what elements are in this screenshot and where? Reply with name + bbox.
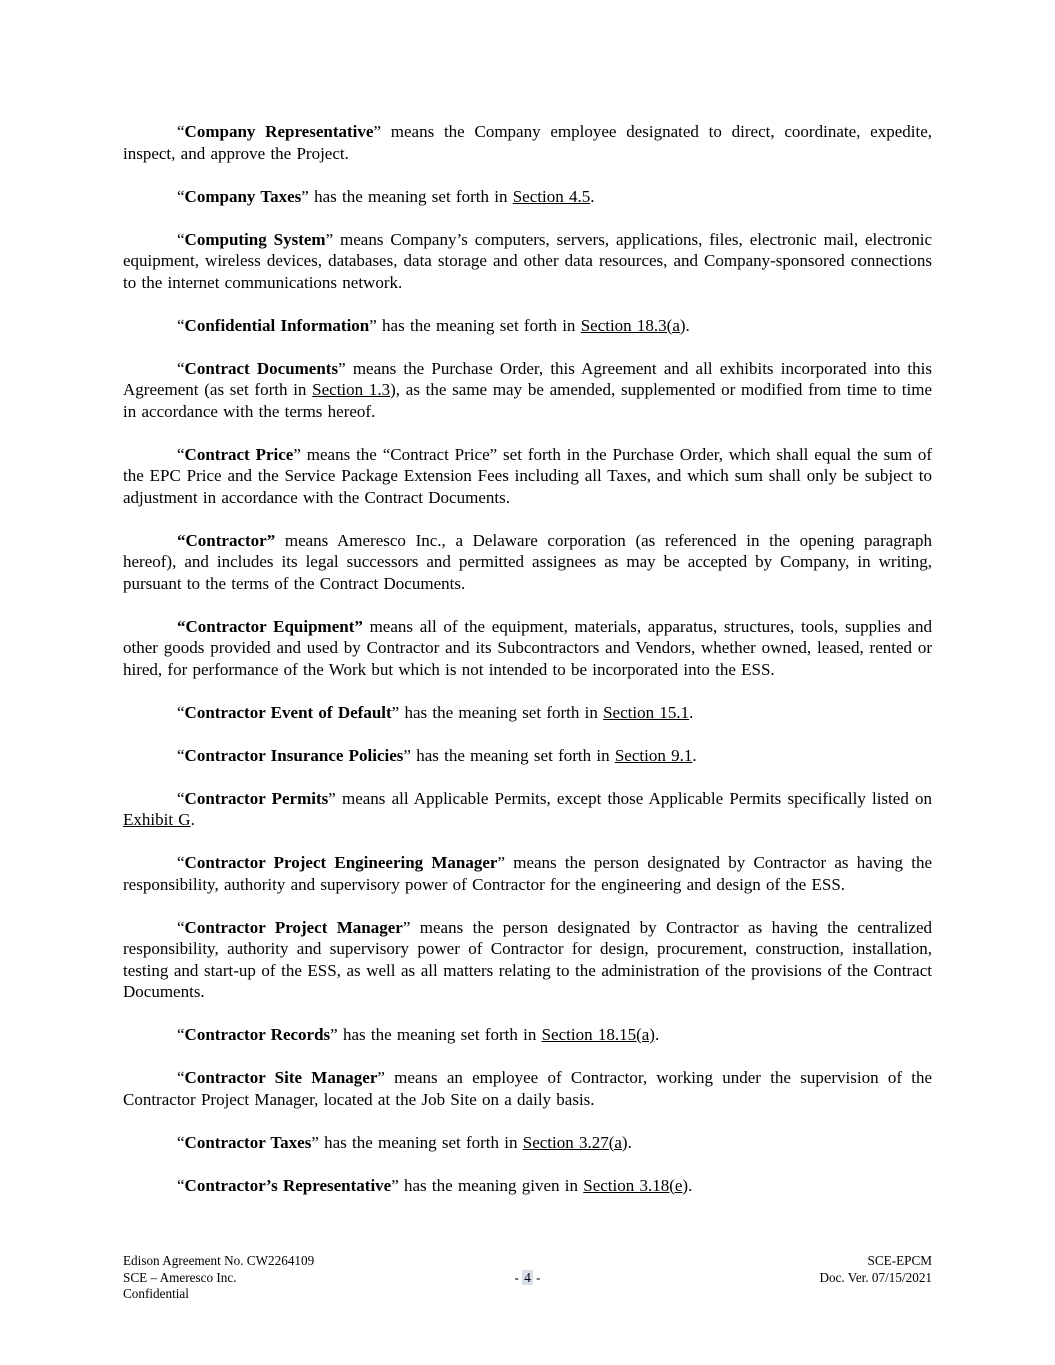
paragraph-text: “ <box>177 229 185 249</box>
paragraph-text: . <box>627 1132 632 1152</box>
footer-right-block <box>662 1253 932 1303</box>
definitions-section <box>123 121 932 1196</box>
paragraph-text: “ <box>177 1132 185 1152</box>
paragraph-text: “ <box>177 1025 185 1044</box>
defined-term: Contractor Records <box>184 1025 331 1044</box>
section-reference: Section 3.27(a) <box>522 1132 628 1152</box>
paragraph-text: means Ameresco Inc., a Delaware corporation (as referenced in the opening paragraph hereof), and includes its legal successors and permitted assignees as may be accepted by Company, in writing, pursuant to the terms of the Contract Documents. <box>123 530 932 593</box>
paragraph-text: ” means the Company employee designated to direct, coordinate, expedite, inspect, and approve the Project. <box>123 122 932 163</box>
definition-paragraph <box>123 616 932 681</box>
paragraph-text: . <box>590 186 595 206</box>
paragraph-text: ” has the meaning set forth in <box>403 745 615 765</box>
paragraph-text: ” has the meaning given in <box>391 1175 584 1195</box>
definition-paragraph <box>123 530 932 595</box>
footer-line: SCE – Ameresco Inc. <box>123 1269 237 1285</box>
defined-term: Contractor’s Representative <box>184 1175 392 1195</box>
page-number-field: 4 <box>524 1269 531 1285</box>
paragraph-text: “ <box>177 1068 185 1087</box>
paragraph-text: ” means an employee of Contractor, working under the supervision of the Contractor Project Manager, located at the Job Site on a daily basis. <box>123 1068 933 1109</box>
definition-paragraph <box>123 917 932 1003</box>
definition-paragraph <box>123 852 932 895</box>
paragraph-text: ), as the same may be amended, supplemented or modified from time to time in accordance with the terms hereof. <box>123 380 932 421</box>
paragraph-text: “ <box>177 702 185 722</box>
footer-line: Edison Agreement No. CW2264109 <box>123 1253 315 1268</box>
paragraph-text: means all of the equipment, materials, apparatus, structures, tools, supplies and other goods provided and used by Contractor and its Subcontractors and Vendors, whether owned, leased, rented or hired, for performance of the Work but which is not intended to be incorporated into the ESS. <box>123 616 932 679</box>
section-reference: Section 18.15(a) <box>541 1025 655 1044</box>
paragraph-text: . <box>688 1175 693 1195</box>
paragraph-text: ” means the person designated by Contractor as having the responsibility, authority and supervisory power of Contractor for the engineering and design of the ESS. <box>123 853 932 894</box>
paragraph-text: . <box>654 1025 660 1044</box>
definition-paragraph <box>123 444 932 509</box>
paragraph-text: ” means the “Contract Price” set forth in the Purchase Order, which shall equal the sum of the EPC Price and the Service Package Extension Fees including all Taxes, and which sum shall only be subject to adjustment in accordance with the Contract Documents. <box>123 444 932 507</box>
paragraph-text: ” has the meaning set forth in <box>391 702 604 722</box>
defined-term: Company Taxes <box>184 186 302 206</box>
section-reference: Exhibit G <box>123 810 191 829</box>
definition-paragraph <box>123 186 932 208</box>
paragraph-text: ” means Company’s computers, servers, applications, files, electronic mail, electronic equipment, wireless devices, databases, data storage and other data resources, and Company-sponsored connections to the internet communications network. <box>123 229 932 292</box>
paragraph-text: “ <box>177 358 185 378</box>
paragraph-text: ” means the Purchase Order, this Agreement and all exhibits incorporated into this Agreement (as set forth in <box>123 358 932 399</box>
section-reference: Section 3.18(e) <box>583 1175 689 1195</box>
defined-term: Contract Price <box>184 444 294 464</box>
paragraph-text: ” has the meaning set forth in <box>311 1132 523 1152</box>
defined-term: Confidential Information <box>184 315 370 335</box>
definition-paragraph <box>123 358 932 423</box>
paragraph-text: “ <box>177 122 185 141</box>
definition-paragraph <box>123 229 932 294</box>
paragraph-text: . <box>689 702 694 722</box>
paragraph-text: ” means all Applicable Permits, except those Applicable Permits specifically listed on <box>328 788 932 808</box>
paragraph-text: . <box>692 745 697 765</box>
defined-term: Contractor Event of Default <box>184 702 392 722</box>
page-number-suffix: - <box>532 1269 541 1285</box>
paragraph-text: . <box>685 315 690 335</box>
defined-term: “Contractor” <box>177 530 276 550</box>
page-number-prefix: - <box>514 1269 523 1285</box>
section-reference: Section 9.1 <box>614 745 693 765</box>
definition-paragraph <box>123 315 932 337</box>
definition-paragraph <box>123 1024 932 1046</box>
section-reference: Section 18.3(a) <box>580 315 686 335</box>
defined-term: Contract Documents <box>184 358 339 378</box>
footer-page-number-block <box>393 1253 663 1303</box>
defined-term: Contractor Taxes <box>184 1132 312 1152</box>
definition-paragraph <box>123 1067 932 1110</box>
defined-term: Contractor Project Manager <box>184 917 403 937</box>
page-footer <box>123 1253 932 1303</box>
definition-paragraph <box>123 121 932 164</box>
paragraph-text: “ <box>177 917 185 937</box>
defined-term: Contractor Insurance Policies <box>184 745 404 765</box>
defined-term: Computing System <box>184 229 326 249</box>
defined-term: “Contractor Equipment” <box>177 616 363 636</box>
paragraph-text: “ <box>177 1175 185 1195</box>
definition-paragraph <box>123 1175 932 1197</box>
section-reference: Section 1.3 <box>312 380 391 399</box>
paragraph-text: ” means the person designated by Contractor as having the centralized responsibility, authority and supervisory power of Contractor for design, procurement, construction, installation, testing and start-up of the ESS, as well as all matters relating to the administration of the provisions of the Contract Documents. <box>123 917 932 1001</box>
definition-paragraph <box>123 1132 932 1154</box>
defined-term: Contractor Site Manager <box>184 1068 378 1087</box>
paragraph-text: “ <box>177 853 185 872</box>
definition-paragraph <box>123 702 932 724</box>
footer-line: SCE-EPCM <box>867 1253 933 1268</box>
paragraph-text: “ <box>177 788 185 808</box>
defined-term: Contractor Permits <box>184 788 329 808</box>
paragraph-text: “ <box>177 186 185 206</box>
definition-paragraph <box>123 788 932 831</box>
paragraph-text: “ <box>177 315 185 335</box>
defined-term: Company Representative <box>184 122 374 141</box>
footer-line: Confidential <box>123 1286 189 1301</box>
paragraph-text: . <box>190 810 195 829</box>
footer-line: Doc. Ver. 07/15/2021 <box>819 1269 933 1285</box>
footer-left-block <box>123 1253 393 1303</box>
paragraph-text: “ <box>177 745 185 765</box>
paragraph-text: “ <box>177 444 185 464</box>
definition-paragraph <box>123 745 932 767</box>
defined-term: Contractor Project Engineering Manager <box>184 853 498 872</box>
paragraph-text: ” has the meaning set forth in <box>330 1025 542 1044</box>
section-reference: Section 15.1 <box>603 702 690 722</box>
paragraph-text: ” has the meaning set forth in <box>301 186 513 206</box>
section-reference: Section 4.5 <box>512 186 591 206</box>
paragraph-text: ” has the meaning set forth in <box>369 315 581 335</box>
